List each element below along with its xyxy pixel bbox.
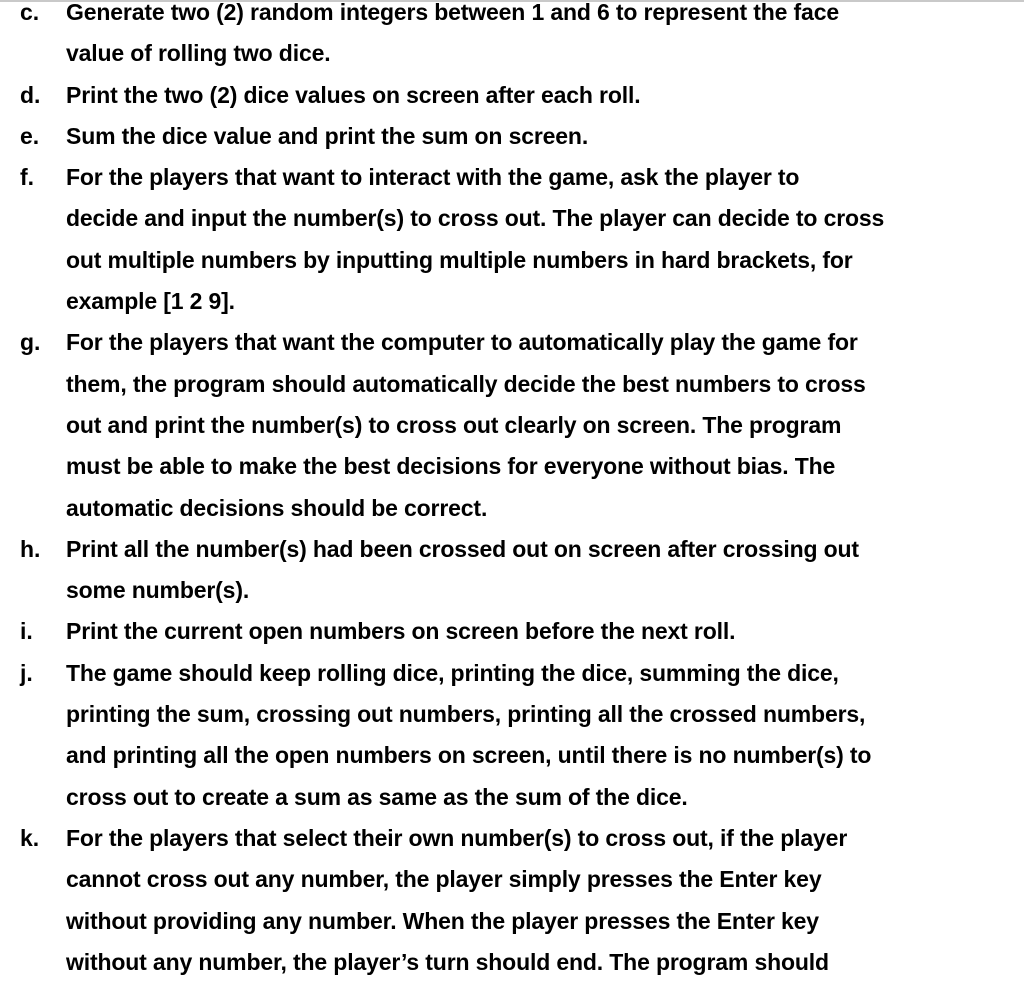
list-item-text-line: them, the program should automatically decide the best numbers to cross xyxy=(66,370,866,397)
list-item-text-line: value of rolling two dice. xyxy=(66,40,331,67)
list-item-marker: k. xyxy=(20,824,40,851)
list-item-text-line: without providing any number. When the player presses the Enter key xyxy=(66,907,819,934)
list-item-marker: f. xyxy=(20,164,35,191)
list-item-marker: i. xyxy=(20,618,33,645)
list-item-text-line: The game should keep rolling dice, printing the dice, summing the dice, xyxy=(66,659,839,686)
list-item-marker: h. xyxy=(20,535,41,562)
list-item-text-line: Print the two (2) dice values on screen after each roll. xyxy=(66,81,641,108)
list-item-text-line: some number(s). xyxy=(66,577,250,604)
list-item-text-line: must be able to make the best decisions for everyone without bias. The xyxy=(66,453,836,480)
list-item xyxy=(0,157,1024,322)
list-item xyxy=(0,0,1024,75)
list-item-marker: e. xyxy=(20,122,40,149)
list-item-text-line: and printing all the open numbers on screen, until there is no number(s) to xyxy=(66,742,872,769)
list-item-text-line: without any number, the player’s turn should end. The program should xyxy=(66,948,829,975)
list-item-text-line: For the players that want the computer to automatically play the game for xyxy=(66,329,858,356)
list-item-text-line: out and print the number(s) to cross out clearly on screen. The program xyxy=(66,411,842,438)
list-item-text-line: cross out to create a sum as same as the sum of the dice. xyxy=(66,783,688,810)
list-item-marker: d. xyxy=(20,81,41,108)
list-item-text-line: printing the sum, crossing out numbers, printing all the crossed numbers, xyxy=(66,701,866,728)
list-item-marker: c. xyxy=(20,0,40,25)
list-item-text-line: Print the current open numbers on screen before the next roll. xyxy=(66,618,736,645)
list-item-marker: g. xyxy=(20,329,41,356)
list-item-text-line: example [1 2 9]. xyxy=(66,288,235,315)
list-item-text-line: Generate two (2) random integers between 1 and 6 to represent the face xyxy=(66,0,839,25)
list-item-text-line: automatic decisions should be correct. xyxy=(66,494,488,521)
list-item xyxy=(0,75,1024,116)
list-item-text-line: decide and input the number(s) to cross out. The player can decide to cross xyxy=(66,205,885,232)
list-item-text-line: Print all the number(s) had been crossed out on screen after crossing out xyxy=(66,535,859,562)
list-item-text-line: out multiple numbers by inputting multiple numbers in hard brackets, for xyxy=(66,246,853,273)
list-item-text-line: For the players that select their own number(s) to cross out, if the player xyxy=(66,824,848,851)
list-item xyxy=(0,653,1024,818)
list-item xyxy=(0,322,1024,528)
list-item-marker: j. xyxy=(20,659,33,686)
list-item xyxy=(0,529,1024,612)
list-item xyxy=(0,611,1024,652)
list-item-text-line: For the players that want to interact with the game, ask the player to xyxy=(66,164,800,191)
list-item xyxy=(0,116,1024,157)
list-item xyxy=(0,818,1024,983)
list-item-text-line: cannot cross out any number, the player simply presses the Enter key xyxy=(66,866,822,893)
list-item-text-line: Sum the dice value and print the sum on screen. xyxy=(66,122,589,149)
